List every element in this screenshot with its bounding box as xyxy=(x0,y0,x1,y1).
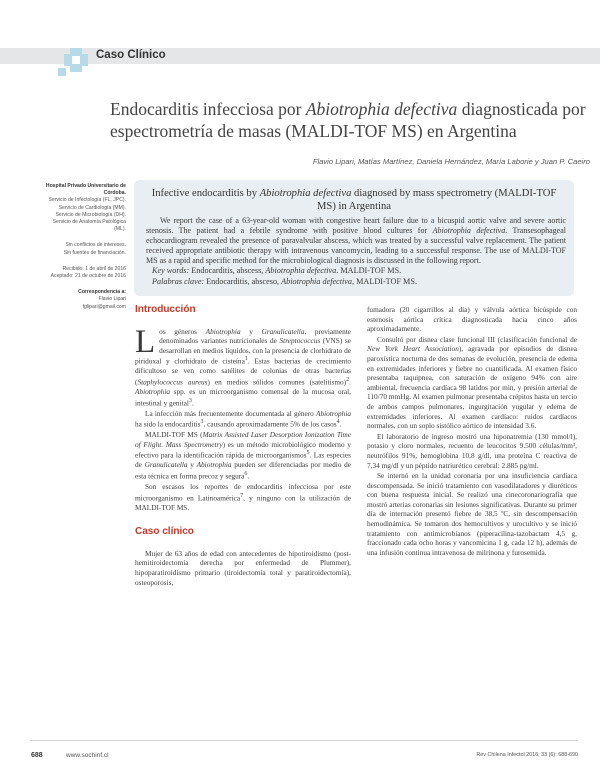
left-column xyxy=(135,305,351,588)
case-paragraph: fumadora (20 cigarrillos al día) y válvula aórtica bicúspide con estenosis aórtica crítica diagnosticada hacia cinco años aproximadamente. xyxy=(367,305,577,334)
keywords-en: Key words: Endocarditis, abscess, Abiotrophia defectiva. MALDI-TOF MS. xyxy=(152,266,402,275)
service-line: Servicio de Anatomía Patológica (ML). xyxy=(52,219,126,233)
intro-paragraph: MALDI-TOF MS (Matrix Assisted Laser Desorption Ionization Time of Flight. Mass Spectrometry) es un método microbiológico moderno y efectivo para la identificación rápida de microorganismos$^5$. Las especies de Granulicatella y Abiotrophia pueden ser diferenciadas por medio de esta técnica en forma precoz y segura$^6$. xyxy=(135,430,352,481)
abstract-title: Infective endocarditis by Abiotrophia defectiva diagnosed by mass spectrometry (MALDI-TOF MS) in Argentina xyxy=(151,188,557,212)
section-heading-intro: Introducción xyxy=(135,304,196,315)
accepted-date: Aceptado: 21 de octubre de 2016 xyxy=(50,273,126,280)
funding-note: Sin fuentes de financiación. xyxy=(63,249,126,256)
keywords-es: Palabras clave: Endocarditis, absceso, Abiotrophia defectiva, MALDI-TOF MS. xyxy=(152,277,417,286)
correspondence-name: Flavio Lipari xyxy=(98,296,126,303)
received-date: Recibido: 1 de abril de 2016 xyxy=(62,265,126,272)
journal-reference: Rev Chilena Infectol 2016; 33 (6): 688-690 xyxy=(476,752,578,758)
conflicts-note: Sin conflictos de intereses. xyxy=(65,242,126,249)
footer-rule xyxy=(30,740,578,741)
correspondence-label: Correspondencia a: xyxy=(78,289,126,296)
intro-paragraph: Son escasos los reportes de endocarditis infecciosa por este microorganismo en Latinoamérica$^7$, y ninguno con la utilización de MALDI-TOF MS. xyxy=(135,482,351,512)
service-line: Servicio de Microbiología (DH). xyxy=(55,211,126,218)
section-label: Caso Clínico xyxy=(96,49,166,61)
case-paragraph: Mujer de 63 años de edad con antecedentes de hipotiroidismo (post-hemitiroidectomía derecha por enfermedad de Plummer), hipoparatiroidismo primario (tiroidectomía total y paratiroidectomía), osteoporosis, xyxy=(135,548,351,587)
abstract-body: We report the case of a 63-year-old woman with congestive heart failure due to a bicuspid aortic valve and severe aortic stenosis. The patient had a febrile syndrome with positive blood cultures for Abiotrophia defectiva. Transesophageal echocardiogram revealed the presence of paravalvular abscess, which was treated by a successful valve replacement. The patient received appropriate antibiotic therapy with intravenous vancomycin, leading to a successful response. The use of MALDI-TOF MS as a rapid and specific method for the microbiological diagnosis is discussed in the following report. xyxy=(146,216,567,266)
service-line: Servicio de Infectología (FL, JPC). xyxy=(48,197,126,204)
journal-logo-icon xyxy=(56,40,96,80)
service-line: Servicio de Cardiología (MM). xyxy=(58,204,126,211)
affiliation-sidebar xyxy=(40,183,126,311)
case-paragraph: Se internó en la unidad coronaria por una insuficiencia cardíaca descompensada. Se inició tratamiento con vasodilatadores y diuréticos con buena respuesta inicial. Se realizó una cinecoronariografía que mostró arterias coronarias sin lesiones significativas. Durante su primer día de internación presentó fiebre de 38,5 ºC, sin descompensación hemodinámica. Se tomaron dos hemocultivos y urocultivo y se inició tratamiento con antimicrobianos (piperacilina-tazobactam 4,5 g, fraccionado cada ocho horas y vancomicina 1 g, cada 12 h), además de una infusión continua intravenosa de milrinona y furosemida. xyxy=(367,471,577,557)
correspondence-email[interactable]: fglipari@gmail.com xyxy=(82,303,126,310)
institution: Hospital Privado Universitario de Córdoba. xyxy=(45,183,126,197)
page-number: 688 xyxy=(31,752,43,759)
section-heading-case: Caso clínico xyxy=(135,526,194,538)
case-paragraph: El laboratorio de ingreso mostró una hiponatremia (130 mmol/l), potasio y cloro normales, recuento de leucocitos 9.500 células/mm³, neutrófilos 91%, hemoglobina 10,8 g/dl, una proteína C reactiva de 7,34 mg/dl y un péptido natriurético cerebral: 2.885 pg/ml. xyxy=(367,431,577,470)
dropcap: L xyxy=(135,323,156,360)
authors: Flavio Lipari, Matías Martínez, Daniela Hernández, María Laborie y Juan P. Caeiro xyxy=(312,157,590,166)
case-paragraph: Consultó por disnea clase funcional III (clasificación funcional de New York Heart Association), agravada por episodios de disnea paroxística nocturna de dos semanas de evolución, presencia de edema en extremidades inferiores y fiebre no cuantificada. Al examen físico presentaba taquipnea, con saturación de oxígeno 94% con aire ambiental, frecuencia cardíaca 98 latidos por min, y presión arterial de 110/70 mmHg. Al examen pulmonar presentaba crépitos hasta un tercio de ambos campos pulmonares, ingurgitación yugular y edema de extremidades inferiores. Al examen cardíaco: ruidos cardíacos normales, con un soplo sistólico aórtico de intensidad 3.6. xyxy=(367,334,577,431)
keywords xyxy=(152,265,572,287)
intro-paragraph: Los géneros Abiotrophia y Granulicatella, previamente denominados variantes nutricionales de Streptococcus (VNS) se desarrollan en medios líquidos, con la presencia de clorhidrato de piridoxal y clorhidrato de cisteína$^1$. Estas bacterias de crecimiento dificultoso se ven como satélites de colonias de otras bacterias (Staphylococcus aureus) en medios sólidos comunes (satelitismo)$^2$. Abiotrophia spp. es un microorganismo comensal de la mucosa oral, intestinal y genital$^3$. xyxy=(135,323,352,408)
article-title: Endocarditis infecciosa por Abiotrophia defectiva diagnosticada por espectrometría de masas (MALDI-TOF MS) en Argentina xyxy=(110,99,586,141)
journal-url[interactable]: www.sochinf.cl xyxy=(66,752,109,759)
intro-paragraph: La infección más frecuentemente documentada al género Abiotrophia ha sido la endocarditis$^3$, causando aproximadamente 5% de los casos$^4$. xyxy=(135,408,351,429)
right-column xyxy=(367,305,577,558)
